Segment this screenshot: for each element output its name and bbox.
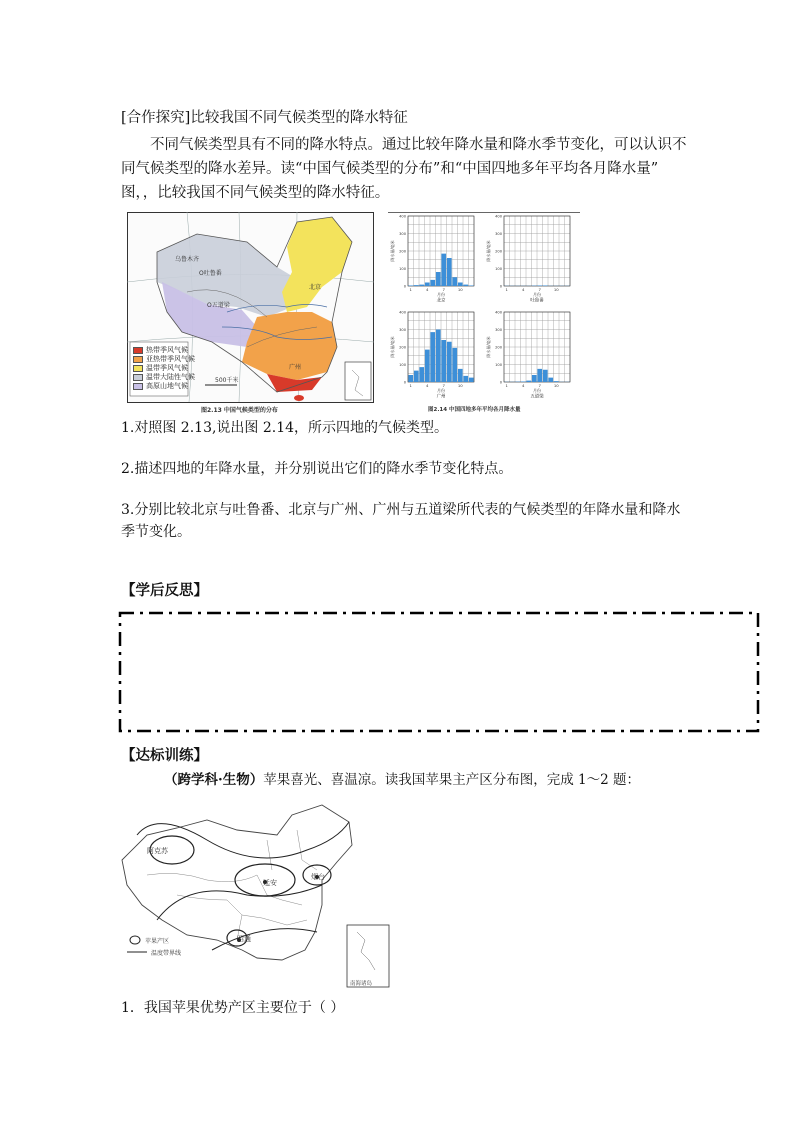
- apple-map-figure: [117, 800, 393, 990]
- apple-region-map: [117, 800, 393, 990]
- legend-label: 苹果产区: [145, 938, 170, 945]
- y-tick-label: 100: [399, 267, 406, 271]
- map-place-label: 广州: [289, 364, 302, 371]
- precip-bar: [425, 350, 430, 382]
- map-place-label: 阿克苏: [147, 847, 168, 855]
- precip-charts-figure: [388, 212, 580, 414]
- y-axis-label: 降水量/毫米: [390, 240, 395, 262]
- y-tick-label: 0: [499, 284, 502, 289]
- legend-swatch: [133, 356, 143, 363]
- precip-bar: [408, 375, 413, 382]
- y-tick-label: 300: [495, 232, 502, 236]
- precip-bar: [469, 285, 474, 286]
- precip-bar: [425, 283, 430, 287]
- precip-bar: [521, 381, 526, 382]
- x-tick-label: 7: [442, 383, 445, 388]
- question-3: 3.分别比较北京与吐鲁番、北京与广州、广州与五道梁所代表的气候类型的年降水量和降水: [121, 502, 681, 518]
- legend-swatch: [133, 365, 143, 372]
- precip-bar: [537, 369, 542, 382]
- legend-item: 亚热带季风气候: [133, 355, 195, 364]
- x-axis-label: 月份: [437, 292, 445, 297]
- x-tick-label: 10: [553, 383, 559, 388]
- y-tick-label: 0: [403, 284, 406, 289]
- figure-caption: 图2.13 中国气候类型的分布: [201, 407, 278, 414]
- training-heading: 【达标训练】: [121, 747, 208, 764]
- precip-bar: [548, 378, 553, 382]
- legend-swatch: [133, 374, 143, 381]
- y-axis-label: 降水量/毫米: [390, 336, 395, 358]
- figure-caption: 图2.14 中国四地多年平均各月降水量: [428, 407, 521, 413]
- precip-bar: [430, 280, 435, 286]
- y-tick-label: 200: [399, 249, 406, 254]
- precip-bar: [526, 381, 531, 382]
- y-tick-label: 300: [495, 328, 502, 332]
- scale-label: 500千米: [215, 377, 239, 384]
- x-axis-label: 月份: [437, 388, 445, 393]
- precip-bar: [447, 258, 452, 286]
- precip-bar: [458, 369, 463, 382]
- precip-bar: [441, 340, 446, 382]
- reflection-answer-box[interactable]: [118, 611, 760, 735]
- legend-item: 高原山地气候: [133, 382, 195, 391]
- intro-bold: （跨学科·生物）: [164, 772, 264, 788]
- y-axis-label: 降水量/毫米: [486, 240, 491, 262]
- x-tick-label: 7: [538, 383, 541, 388]
- y-tick-label: 100: [399, 363, 406, 367]
- training-question-1: 1．我国苹果优势产区主要位于（ ）: [121, 1000, 345, 1016]
- legend-label: 温度带界线: [151, 950, 182, 957]
- inset-label: 南海诸岛: [350, 981, 373, 987]
- chart-title: 五道梁: [530, 394, 544, 400]
- y-axis-label: 降水量/毫米: [486, 336, 491, 358]
- legend-item: 温带季风气候: [133, 364, 195, 373]
- precip-bar: [419, 367, 424, 382]
- map-place-label: 北京: [309, 284, 322, 291]
- section-heading: [合作探究]比较我国不同气候类型的降水特征: [121, 110, 408, 126]
- precip-bar: [543, 370, 548, 382]
- reflection-heading: 【学后反思】: [121, 582, 208, 599]
- y-tick-label: 100: [495, 267, 502, 271]
- precip-bar: [419, 285, 424, 286]
- paragraph-line: 同气候类型的降水差异。读“中国气候类型的分布”和“中国四地多年平均各月降水量”: [121, 161, 659, 177]
- precip-bar: [408, 285, 413, 286]
- x-tick-label: 1: [505, 383, 508, 388]
- legend-swatch: [133, 383, 143, 390]
- precip-bar: [436, 272, 441, 286]
- y-tick-label: 0: [499, 380, 502, 385]
- precip-bar: [469, 378, 474, 382]
- precip-bar: [463, 285, 468, 286]
- map-place-label: 乌鲁木齐: [175, 256, 200, 263]
- precip-charts: [388, 212, 580, 404]
- chart-title: 广州: [436, 394, 446, 400]
- question-1: 1.对照图 2.13,说出图 2.14，所示四地的气候类型。: [121, 420, 449, 436]
- x-tick-label: 7: [442, 287, 445, 292]
- precip-bar: [458, 283, 463, 287]
- precip-bar: [441, 254, 446, 286]
- y-tick-label: 400: [399, 214, 406, 219]
- y-tick-label: 300: [399, 328, 406, 332]
- y-tick-label: 200: [495, 345, 502, 350]
- y-tick-label: 200: [495, 249, 502, 254]
- precip-bar: [447, 342, 452, 382]
- precip-bar: [414, 285, 419, 286]
- chart-title: 北京: [436, 298, 446, 304]
- precip-bar: [463, 376, 468, 382]
- paragraph-line: 图，，比较我国不同气候类型的降水特征。: [121, 185, 390, 201]
- precip-bar: [532, 375, 537, 382]
- x-tick-label: 10: [457, 287, 463, 292]
- question-2: 2.描述四地的年降水量，并分别说出它们的降水季节变化特点。: [121, 461, 513, 477]
- precip-bar: [436, 330, 441, 383]
- x-tick-label: 10: [553, 287, 559, 292]
- precip-bar: [452, 277, 457, 286]
- paragraph-line: 不同气候类型具有不同的降水特点。通过比较年降水量和降水季节变化，可以认识不: [150, 137, 687, 153]
- precip-bar: [430, 332, 435, 382]
- x-tick-label: 4: [522, 383, 525, 388]
- chart-title: 吐鲁番: [530, 298, 544, 304]
- map-legend: [133, 346, 195, 391]
- y-tick-label: 400: [399, 310, 406, 315]
- x-tick-label: 1: [409, 287, 412, 292]
- map-place-label: O吐鲁番: [199, 270, 222, 277]
- climate-map-figure: [127, 212, 374, 414]
- x-tick-label: 10: [457, 383, 463, 388]
- precip-bar: [537, 285, 542, 286]
- precip-bar: [554, 381, 559, 382]
- map-place-label: O五道梁: [207, 302, 230, 309]
- legend-swatch: [133, 347, 143, 354]
- y-tick-label: 100: [495, 363, 502, 367]
- x-tick-label: 1: [409, 383, 412, 388]
- legend-item: 温带大陆性气候: [133, 373, 195, 382]
- intro-text: 苹果喜光、喜温凉。读我国苹果主产区分布图，完成 1～2 题：: [263, 772, 640, 788]
- precip-bar: [452, 348, 457, 382]
- x-tick-label: 4: [426, 287, 429, 292]
- map-place-label: 烟台: [311, 873, 325, 881]
- precip-bar: [414, 371, 419, 382]
- x-axis-label: 月份: [533, 292, 541, 297]
- y-tick-label: 300: [399, 232, 406, 236]
- x-tick-label: 4: [426, 383, 429, 388]
- training-intro: [164, 769, 640, 791]
- legend-item: 热带季风气候: [133, 346, 195, 355]
- x-tick-label: 7: [538, 287, 541, 292]
- y-tick-label: 0: [403, 380, 406, 385]
- y-tick-label: 400: [495, 310, 502, 315]
- map-place-label: 延安: [263, 879, 277, 887]
- x-tick-label: 4: [522, 287, 525, 292]
- x-axis-label: 月份: [533, 388, 541, 393]
- figure-top-rule: [388, 212, 580, 213]
- map-place-label: 昭通: [237, 935, 251, 943]
- question-3-cont: 季节变化。: [121, 524, 191, 540]
- y-tick-label: 400: [495, 214, 502, 219]
- y-tick-label: 200: [399, 345, 406, 350]
- precip-bar: [543, 285, 548, 286]
- x-tick-label: 1: [505, 287, 508, 292]
